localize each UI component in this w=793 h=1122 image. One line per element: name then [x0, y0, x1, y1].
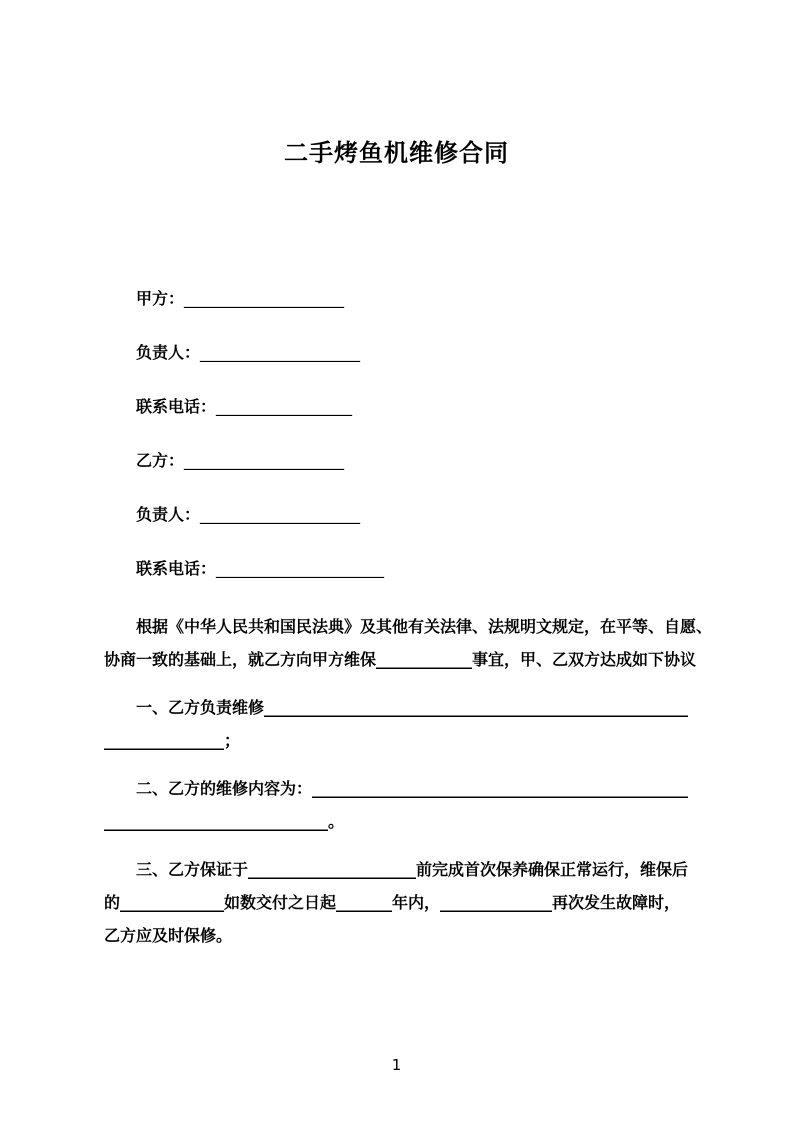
clause-3	[104, 853, 689, 952]
clause-3-line-2: 的_____________如数交付之日起_______年内，______________再次发生故障时，	[104, 893, 681, 912]
field-row-party-a	[104, 286, 689, 312]
intro-line-1: 根据《中华人民共和国民法典》及其他有关法律、法规明文规定，在平等、自愿、	[136, 617, 713, 636]
clause-1	[104, 691, 689, 757]
clause-2-line-2: ____________________________。	[104, 812, 345, 831]
field-blank-party-a-phone: _________________	[216, 397, 353, 416]
field-row-party-b-contact	[104, 502, 689, 528]
field-row-party-a-contact	[104, 340, 689, 366]
field-label-party-a: 甲方：	[136, 289, 185, 308]
field-blank-party-b-phone: _____________________	[216, 559, 385, 578]
field-row-party-b-phone	[104, 556, 689, 582]
intro-line-2: 协商一致的基础上，就乙方向甲方维保____________事宜，甲、乙双方达成如下协议	[104, 650, 697, 669]
field-row-party-b	[104, 448, 689, 474]
intro-paragraph	[104, 610, 713, 676]
field-label-party-b-contact: 负责人：	[136, 505, 201, 524]
clause-3-line-3: 乙方应及时保修。	[104, 926, 233, 945]
field-blank-party-b: ____________________	[184, 451, 345, 470]
field-label-party-a-contact: 负责人：	[136, 343, 201, 362]
page-number: 1	[391, 1056, 402, 1074]
field-blank-party-a: ____________________	[184, 289, 345, 308]
clause-1-line-2: _______________；	[104, 731, 241, 750]
clause-1-line-1: 一、乙方负责维修_____________________________________________________	[136, 698, 689, 717]
field-row-party-a-phone	[104, 394, 689, 420]
clause-3-line-1: 三、乙方保证于_____________________前完成首次保养确保正常运行，维保后	[136, 860, 689, 879]
clause-2	[104, 772, 689, 838]
field-label-party-b: 乙方：	[136, 451, 185, 470]
clause-2-line-1: 二、乙方的维修内容为：_______________________________________________	[136, 779, 689, 798]
field-blank-party-b-contact: ____________________	[200, 505, 361, 524]
field-blank-party-a-contact: ____________________	[200, 343, 361, 362]
document-title: 二手烤鱼机维修合同	[284, 139, 509, 167]
field-label-party-a-phone: 联系电话：	[136, 397, 217, 416]
field-label-party-b-phone: 联系电话：	[136, 559, 217, 578]
